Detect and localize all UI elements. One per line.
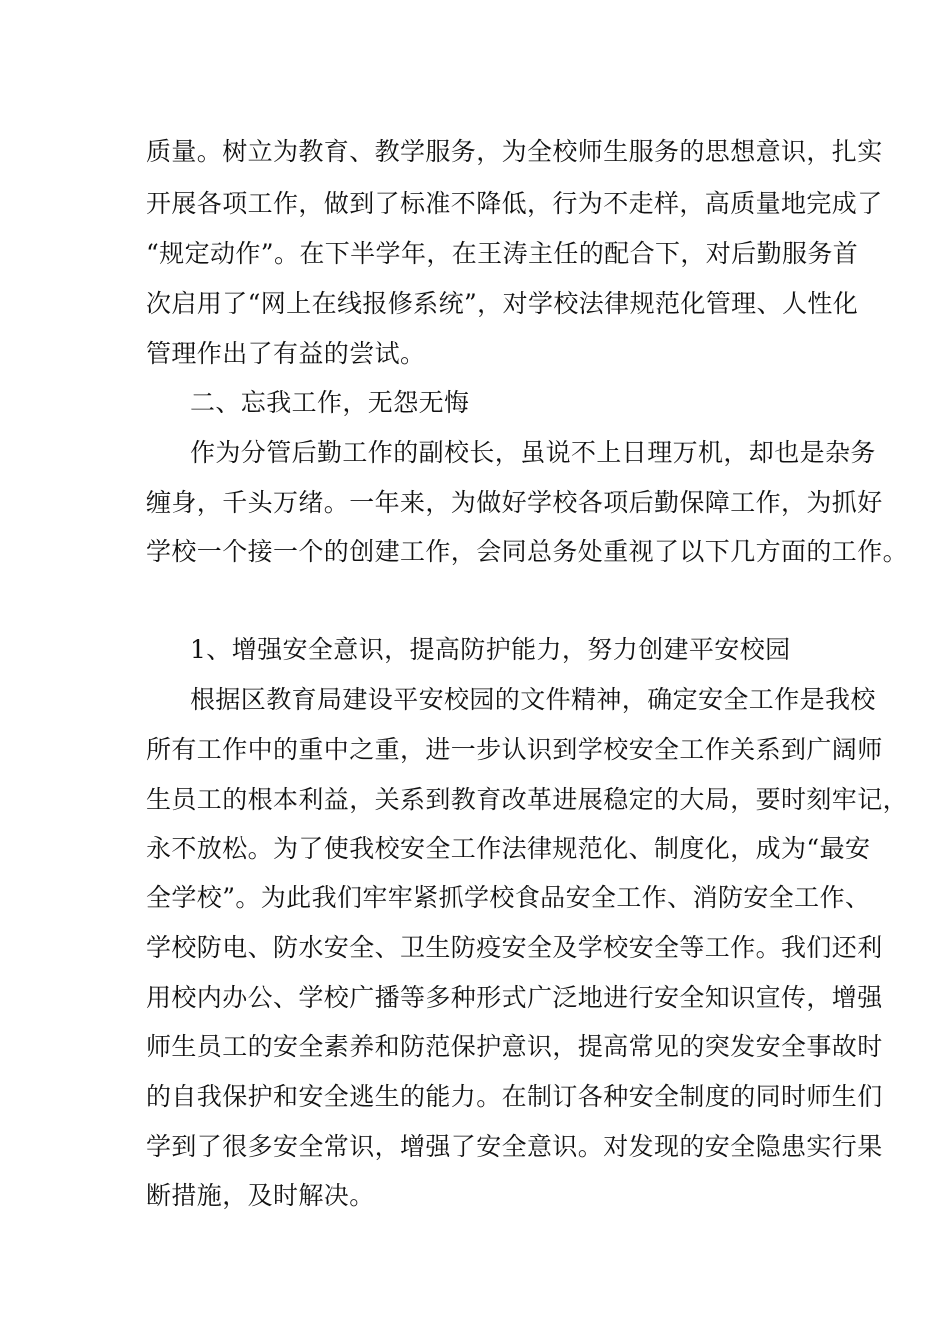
body-line: 根据区教育局建设平安校园的文件精神，确定安全工作是我校: [190, 685, 876, 714]
body-line: 学校一个接一个的创建工作，会同总务处重视了以下几方面的工作。: [146, 537, 909, 566]
body-line: 质量。树立为教育、教学服务，为全校师生服务的思想意识，扎实: [146, 137, 883, 166]
body-line: 的自我保护和安全逃生的能力。在制订各种安全制度的同时师生们: [146, 1082, 883, 1111]
body-line: 师生员工的安全素养和防范保护意识，提高常见的突发安全事故时: [146, 1032, 883, 1061]
body-line: 次启用了“网上在线报修系统”，对学校法律规范化管理、人性化: [146, 289, 859, 318]
body-line: 所有工作中的重中之重，进一步认识到学校安全工作关系到广阔师: [146, 735, 883, 764]
body-line: 生员工的根本利益，关系到教育改革进展稳定的大局，要时刻牢记，: [146, 785, 909, 814]
body-line: 学校防电、防水安全、卫生防疫安全及学校安全等工作。我们还利: [146, 933, 883, 962]
body-line: “规定动作”。在下半学年，在王涛主任的配合下，对后勤服务首: [146, 239, 859, 268]
body-line: 全学校”。为此我们牢牢紧抓学校食品安全工作、消防安全工作、: [146, 883, 871, 912]
section-heading: 二、忘我工作，无怨无悔: [190, 388, 470, 417]
body-line: 缠身，千头万绪。一年来，为做好学校各项后勤保障工作，为抓好: [146, 488, 883, 517]
body-line: 管理作出了有益的尝试。: [146, 339, 426, 368]
body-line: 断措施，及时解决。: [146, 1181, 375, 1210]
body-line: 作为分管后勤工作的副校长，虽说不上日理万机，却也是杂务: [190, 438, 876, 467]
body-line: 永不放松。为了使我校安全工作法律规范化、制度化，成为“最安: [146, 834, 871, 863]
body-line: 学到了很多安全常识，增强了安全意识。对发现的安全隐患实行果: [146, 1132, 883, 1161]
body-line: 开展各项工作，做到了标准不降低，行为不走样，高质量地完成了: [146, 189, 883, 218]
body-line: 用校内办公、学校广播等多种形式广泛地进行安全知识宣传，增强: [146, 983, 883, 1012]
subsection-heading: 1、增强安全意识，提高防护能力，努力创建平安校园: [190, 635, 791, 664]
